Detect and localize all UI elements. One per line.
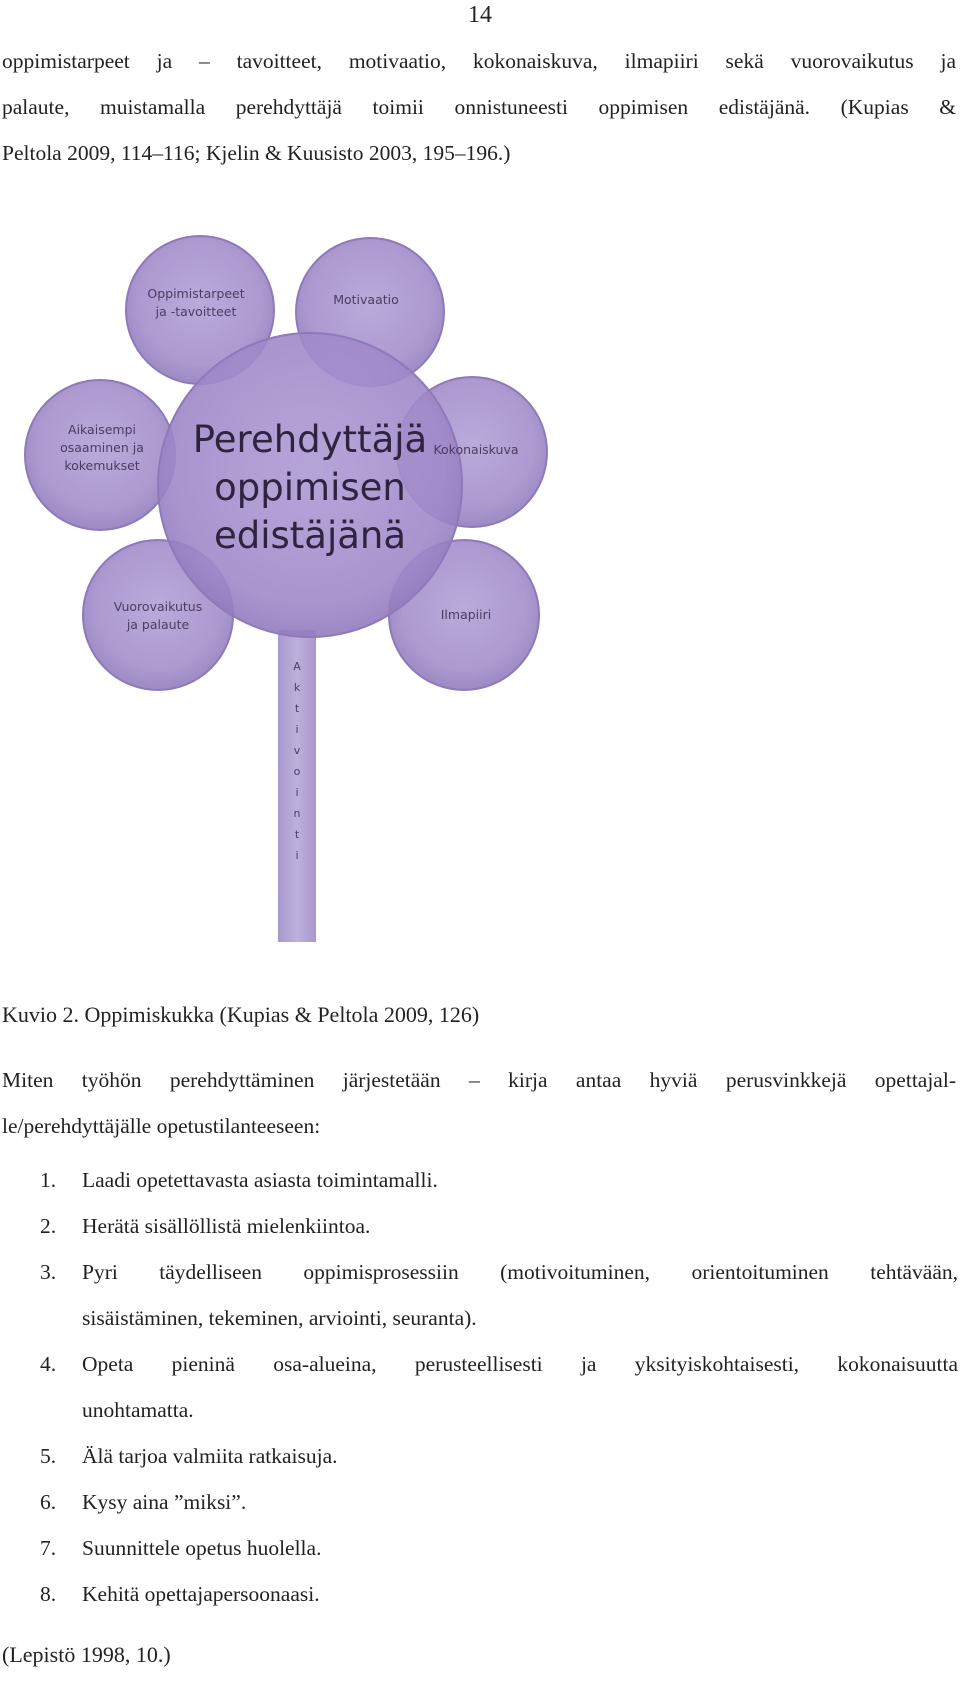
center-line-2: oppimisen bbox=[214, 466, 406, 509]
list-number: 3. bbox=[40, 1260, 57, 1284]
learning-flower-figure bbox=[20, 230, 620, 950]
stem-letter: i bbox=[295, 786, 299, 799]
label-kokonaiskuva: Kokonaiskuva bbox=[433, 442, 519, 457]
list-item bbox=[0, 1571, 960, 1617]
list-item bbox=[0, 1525, 960, 1571]
label-oppimistarpeet-1: Oppimistarpeet bbox=[147, 286, 245, 301]
list-text: Kehitä opettajapersoonaasi. bbox=[82, 1582, 320, 1606]
intro-line-3: Peltola 2009, 114–116; Kjelin & Kuusisto 2003, 195–196.) bbox=[2, 141, 511, 165]
list-number: 1. bbox=[40, 1168, 57, 1192]
list-number: 6. bbox=[40, 1490, 57, 1514]
list-item bbox=[0, 1479, 960, 1525]
list-item bbox=[0, 1341, 960, 1433]
label-vuorovaikutus-2: ja palaute bbox=[126, 617, 190, 632]
list-number: 8. bbox=[40, 1582, 57, 1606]
stem-letter: v bbox=[293, 744, 301, 757]
list-item bbox=[0, 1249, 960, 1341]
label-vuorovaikutus-1: Vuorovaikutus bbox=[113, 599, 203, 614]
list-text-line-1: Opeta pieninä osa-alueina, perusteellisesti ja yksityiskohtaisesti, kokonaisuutta bbox=[82, 1352, 958, 1376]
list-number: 5. bbox=[40, 1444, 57, 1468]
label-aikaisempi-2: osaaminen ja bbox=[60, 440, 144, 455]
miten-line-2: le/perehdyttäjälle opetustilanteeseen: bbox=[2, 1114, 321, 1138]
list-text-line-1: Pyri täydelliseen oppimisprosessiin (motivoituminen, orientoituminen tehtävään, bbox=[82, 1260, 958, 1284]
list-item bbox=[0, 1433, 960, 1479]
stem-letter: t bbox=[294, 702, 300, 715]
list-item bbox=[0, 1157, 960, 1203]
list-text: Herätä sisällöllistä mielenkiintoa. bbox=[82, 1214, 371, 1238]
list-text-line-2: unohtamatta. bbox=[82, 1398, 194, 1422]
list-number: 2. bbox=[40, 1214, 57, 1238]
list-number: 7. bbox=[40, 1536, 57, 1560]
list-text: Kysy aina ”miksi”. bbox=[82, 1490, 247, 1514]
stem-letter: k bbox=[293, 681, 301, 694]
label-aikaisempi-1: Aikaisempi bbox=[68, 422, 136, 437]
list-text-line-2: sisäistäminen, tekeminen, arviointi, seuranta). bbox=[82, 1306, 477, 1330]
label-aikaisempi-3: kokemukset bbox=[64, 458, 140, 473]
list-number: 4. bbox=[40, 1352, 57, 1376]
label-motivaatio: Motivaatio bbox=[333, 292, 399, 307]
page-number: 14 bbox=[468, 2, 492, 28]
center-line-3: edistäjänä bbox=[213, 514, 407, 557]
label-oppimistarpeet-2: ja -tavoitteet bbox=[155, 304, 237, 319]
stem-letter: A bbox=[293, 660, 301, 673]
stem-letter: t bbox=[294, 828, 300, 841]
stem-letter: o bbox=[293, 765, 301, 778]
miten-line-1: Miten työhön perehdyttäminen järjestetään – kirja antaa hyviä perusvinkkejä opettajal- bbox=[2, 1068, 956, 1092]
stem-letter: i bbox=[295, 849, 299, 862]
petal-aikaisempi bbox=[25, 380, 175, 530]
list-text: Laadi opetettavasta asiasta toimintamalli. bbox=[82, 1168, 438, 1192]
intro-line-2: palaute, muistamalla perehdyttäjä toimii onnistuneesti oppimisen edistäjänä. (Kupias & bbox=[2, 95, 956, 119]
figure-caption: Kuvio 2. Oppimiskukka (Kupias & Peltola 2009, 126) bbox=[2, 1002, 480, 1027]
intro-paragraph bbox=[2, 38, 956, 176]
list-text: Suunnittele opetus huolella. bbox=[82, 1536, 322, 1560]
label-ilmapiiri: Ilmapiiri bbox=[440, 607, 492, 622]
intro-line-1: oppimistarpeet ja – tavoitteet, motivaatio, kokonaiskuva, ilmapiiri sekä vuorovaikutus ja bbox=[2, 49, 956, 73]
list-item bbox=[0, 1203, 960, 1249]
source-citation: (Lepistö 1998, 10.) bbox=[2, 1642, 171, 1667]
stem-letter: i bbox=[295, 723, 299, 736]
center-line-1: Perehdyttäjä bbox=[192, 418, 428, 461]
list-text: Älä tarjoa valmiita ratkaisuja. bbox=[82, 1444, 338, 1468]
stem-letter: n bbox=[293, 807, 301, 820]
numbered-list bbox=[0, 1157, 960, 1617]
miten-paragraph bbox=[2, 1057, 956, 1149]
learning-flower-diagram bbox=[20, 230, 620, 950]
